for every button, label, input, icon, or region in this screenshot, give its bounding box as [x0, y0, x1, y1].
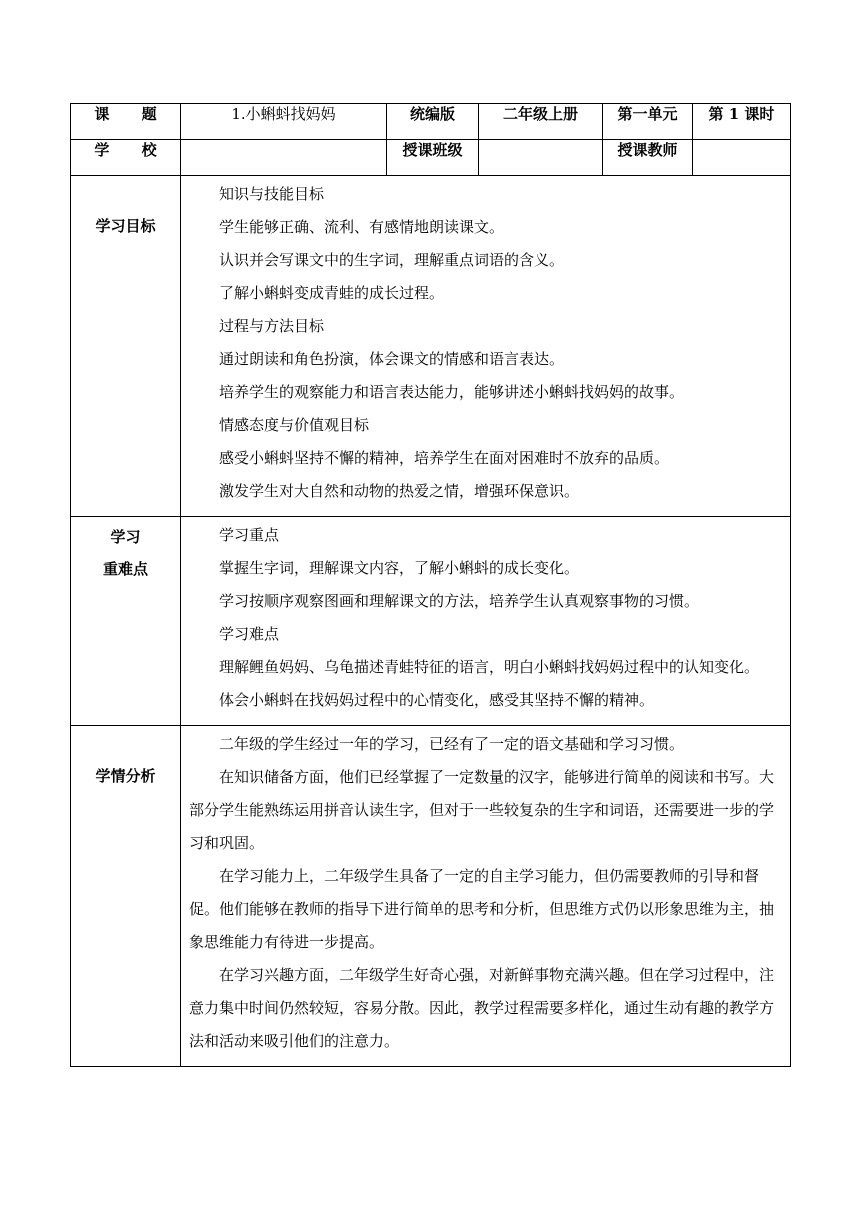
objectives-heading-attitude: 情感态度与价值观目标 [219, 416, 370, 434]
class-value-cell [479, 140, 603, 176]
objectives-label: 学习目标 [95, 217, 156, 235]
key-points-label-line2: 重难点 [102, 560, 148, 578]
grade: 二年级上册 [502, 105, 578, 123]
key-points-heading-focus: 学习重点 [219, 526, 280, 544]
analysis-body [181, 726, 790, 1066]
key-points-content [181, 517, 791, 726]
analysis-paragraph: 在学习能力上，二年级学生具备了一定的自主学习能力，但仍需要教师的引导和督促。他们能够在教师的指导下进行简单的思考和分析，但思维方式仍以形象思维为主，抽象思维能力有待进一步提高。 [189, 867, 775, 951]
header-row-1 [71, 104, 791, 140]
class-label: 授课班级 [402, 141, 463, 159]
key-points-item: 理解鲤鱼妈妈、乌龟描述青蛙特征的语言，明白小蝌蚪找妈妈过程中的认知变化。 [219, 658, 760, 676]
key-points-heading-difficulty: 学习难点 [219, 625, 280, 643]
analysis-paragraph: 在知识储备方面，他们已经掌握了一定数量的汉字，能够进行简单的阅读和书写。大部分学生能熟练运用拼音认读生字，但对于一些较复杂的生字和词语，还需要进一步的学习和巩固。 [189, 768, 775, 852]
lesson-plan-table [70, 103, 791, 1067]
key-points-item: 掌握生字词，理解课文内容，了解小蝌蚪的成长变化。 [219, 559, 580, 577]
key-points-item: 体会小蝌蚪在找妈妈过程中的心情变化，感受其坚持不懈的精神。 [219, 691, 655, 709]
analysis-label: 学情分析 [95, 767, 156, 785]
edition-cell [387, 104, 479, 140]
objectives-item: 感受小蝌蚪坚持不懈的精神，培养学生在面对困难时不放弃的品质。 [219, 449, 670, 467]
lesson-title-cell [181, 104, 387, 140]
objectives-item: 培养学生的观察能力和语言表达能力，能够讲述小蝌蚪找妈妈的故事。 [219, 383, 685, 401]
school-value-cell [181, 140, 387, 176]
key-points-row [71, 517, 791, 726]
objectives-item: 了解小蝌蚪变成青蛙的成长过程。 [219, 284, 445, 302]
unit-cell [603, 104, 693, 140]
school-label-cell [71, 140, 181, 176]
teacher-value-cell [693, 140, 791, 176]
key-points-item: 学习按顺序观察图画和理解课文的方法，培养学生认真观察事物的习惯。 [219, 592, 700, 610]
topic-label-cell [71, 104, 181, 140]
key-points-label [71, 517, 180, 585]
header-row-2 [71, 140, 791, 176]
objectives-heading-knowledge: 知识与技能目标 [219, 185, 325, 203]
objectives-item: 学生能够正确、流利、有感情地朗读课文。 [219, 218, 505, 236]
period: 第 1 课时 [708, 105, 775, 123]
objectives-item: 通过朗读和角色扮演，体会课文的情感和语言表达。 [219, 350, 565, 368]
objectives-label-cell [71, 176, 181, 517]
analysis-paragraph: 在学习兴趣方面，二年级学生好奇心强，对新鲜事物充满兴趣。但在学习过程中，注意力集中时间仍然较短，容易分散。因此，教学过程需要多样化，通过生动有趣的教学方法和活动来吸引他们的注意力。 [189, 966, 775, 1050]
objectives-item: 激发学生对大自然和动物的热爱之情，增强环保意识。 [219, 482, 580, 500]
teacher-label-cell [603, 140, 693, 176]
unit: 第一单元 [617, 105, 678, 123]
objectives-row [71, 176, 791, 517]
school-label: 学 校 [94, 141, 171, 159]
key-points-label-cell [71, 517, 181, 726]
analysis-paragraph: 二年级的学生经过一年的学习，已经有了一定的语文基础和学习习惯。 [219, 735, 685, 753]
analysis-label-cell [71, 726, 181, 1067]
key-points-body [181, 517, 790, 725]
key-points-label-line1: 学习 [110, 528, 141, 546]
objectives-heading-process: 过程与方法目标 [219, 317, 325, 335]
grade-cell [479, 104, 603, 140]
class-label-cell [387, 140, 479, 176]
objectives-body [181, 176, 790, 516]
objectives-content [181, 176, 791, 517]
edition: 统编版 [409, 105, 455, 123]
analysis-row [71, 726, 791, 1067]
lesson-title: 1.小蝌蚪找妈妈 [231, 105, 336, 123]
period-cell [693, 104, 791, 140]
topic-label: 课 题 [94, 105, 171, 123]
objectives-item: 认识并会写课文中的生字词，理解重点词语的含义。 [219, 251, 565, 269]
teacher-label: 授课教师 [617, 141, 678, 159]
analysis-content [181, 726, 791, 1067]
